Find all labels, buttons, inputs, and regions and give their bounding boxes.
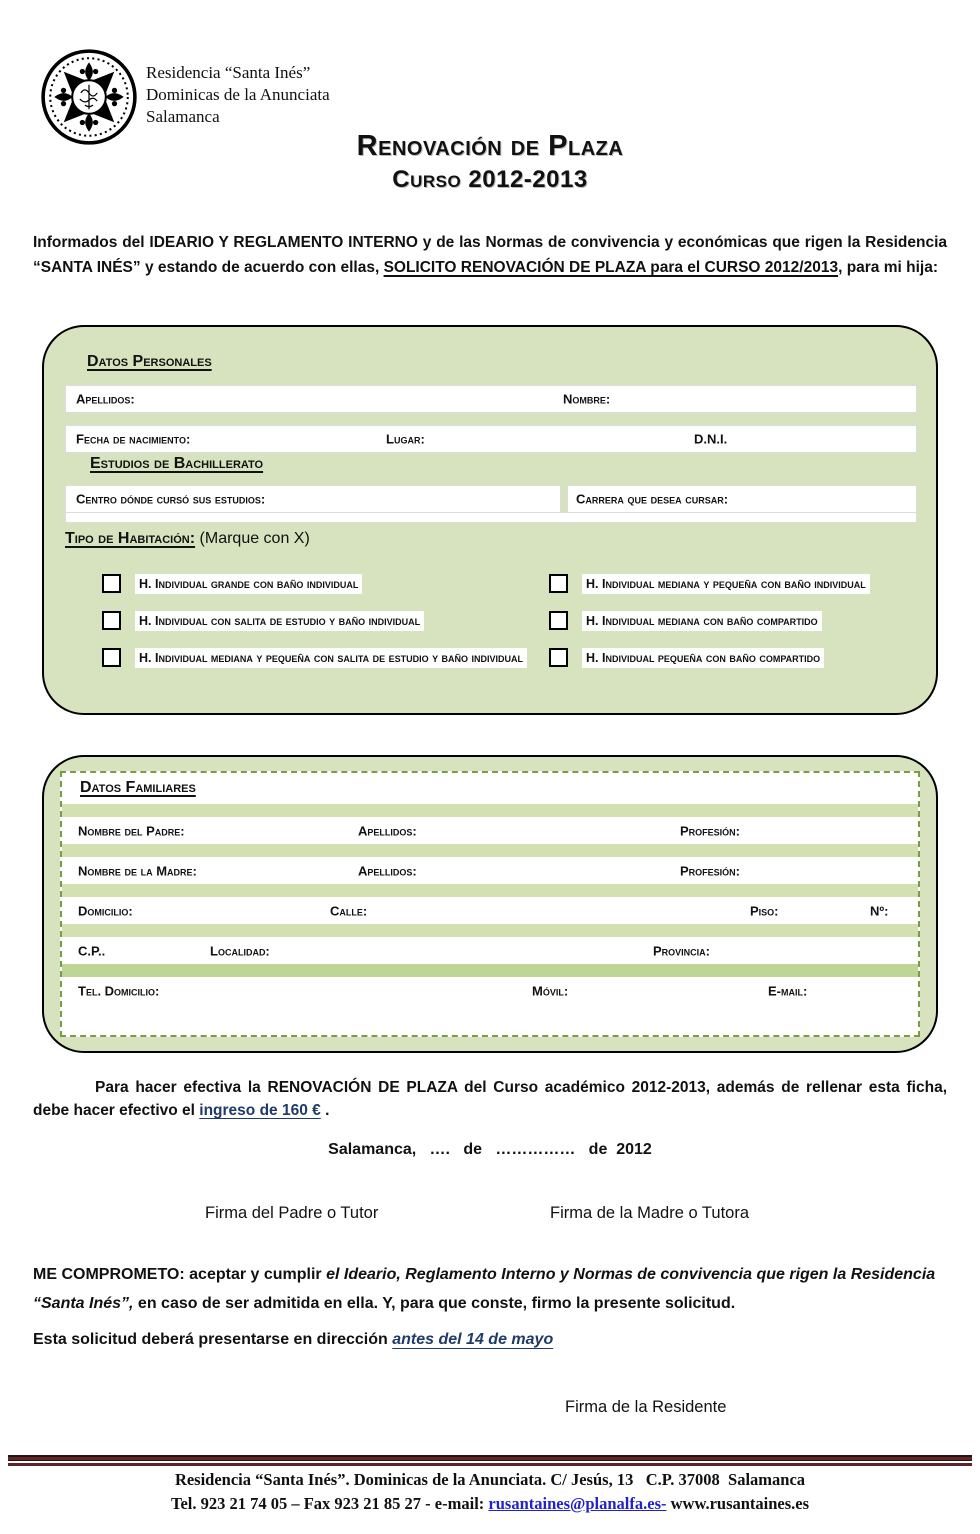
room-option-6-label: H. Individual pequeña con baño compartido xyxy=(582,648,824,668)
padre-apellidos-label: Apellidos: xyxy=(358,823,417,838)
commitment-italic: el Ideario, Reglamento Interno y Normas de convivencia que rigen la Residencia “Santa Inés”, xyxy=(33,1266,936,1312)
row-separator xyxy=(62,924,918,937)
piso-label: Piso: xyxy=(750,903,779,918)
org-congregation: Dominicas de la Anunciata xyxy=(146,85,330,104)
room-option-2-label: H. Individual con salita de estudio y baño individual xyxy=(135,611,424,631)
room-option-1-checkbox[interactable] xyxy=(102,574,121,593)
room-option-6-checkbox[interactable] xyxy=(549,648,568,667)
localidad-label: Localidad: xyxy=(210,943,270,958)
nombre-label: Nombre: xyxy=(563,391,611,407)
field-centro-carrera-writing-area[interactable] xyxy=(65,513,917,523)
field-row-padre[interactable] xyxy=(62,817,918,844)
room-option-3-checkbox[interactable] xyxy=(102,648,121,667)
fecha-nacimiento-label: Fecha de nacimiento: xyxy=(76,431,191,447)
field-centro-estudios[interactable] xyxy=(65,485,561,513)
deadline-paragraph xyxy=(33,1331,947,1349)
deadline-text: Esta solicitud deberá presentarse en dirección xyxy=(33,1331,393,1348)
room-option-4-label: H. Individual mediana y pequeña con baño individual xyxy=(582,574,870,594)
family-data-box xyxy=(42,755,938,1053)
commitment-paragraph xyxy=(33,1260,947,1318)
carrera-label: Carrera que desea cursar: xyxy=(576,491,729,507)
org-name: Residencia “Santa Inés” xyxy=(146,63,311,82)
room-type-heading: Tipo de Habitación: xyxy=(65,530,196,547)
personal-data-box xyxy=(42,325,938,715)
family-data-inner-panel xyxy=(60,771,920,1037)
row-separator xyxy=(62,884,918,897)
lugar-label: Lugar: xyxy=(386,431,425,447)
organization-block xyxy=(146,62,330,128)
room-option-5 xyxy=(549,611,822,631)
intro-text-2: , para mi hija: xyxy=(838,259,938,276)
commitment-text-1: ME COMPROMETO: aceptar y cumplir xyxy=(33,1266,327,1283)
cp-label: C.P.. xyxy=(78,943,106,958)
footer-rule-thin-line xyxy=(8,1463,972,1466)
intro-underlined-request: SOLICITO RENOVACIÓN DE PLAZA para el CURSO 2012/2013 xyxy=(383,259,839,276)
room-type-note: (Marque con X) xyxy=(199,530,310,547)
padre-nombre-label: Nombre del Padre: xyxy=(78,823,185,838)
intro-paragraph xyxy=(33,230,947,280)
field-carrera[interactable] xyxy=(567,485,917,513)
org-city: Salamanca xyxy=(146,107,220,126)
footer-contact-line xyxy=(0,1494,980,1514)
centro-estudios-label: Centro dónde cursó sus estudios: xyxy=(76,491,266,507)
payment-paragraph xyxy=(33,1076,947,1122)
personal-data-heading: Datos Personales xyxy=(87,353,212,370)
payment-amount-link[interactable]: ingreso de 160 € xyxy=(199,1102,321,1119)
room-option-2 xyxy=(102,611,424,631)
room-option-5-checkbox[interactable] xyxy=(549,611,568,630)
date-line: Salamanca, …. de …………… de 2012 xyxy=(328,1141,652,1158)
family-data-heading: Datos Familiares xyxy=(80,779,196,796)
apellidos-label: Apellidos: xyxy=(76,391,135,407)
provincia-label: Provincia: xyxy=(653,943,711,958)
signature-residente-label: Firma de la Residente xyxy=(565,1398,727,1416)
field-row-cp-localidad[interactable] xyxy=(62,937,918,964)
commitment-text-2: en caso de ser admitida en ella. Y, para que conste, firmo la presente solicitud. xyxy=(133,1295,736,1312)
room-option-3-label: H. Individual mediana y pequeña con salita de estudio y baño individual xyxy=(135,648,527,668)
page-subtitle-course: Curso 2012-2013 xyxy=(392,166,588,193)
room-option-5-label: H. Individual mediana con baño compartido xyxy=(582,611,822,631)
footer-email-link[interactable]: rusantaines@planalfa.es- xyxy=(488,1494,667,1513)
footer-rule xyxy=(8,1455,972,1466)
calle-label: Calle: xyxy=(330,903,368,918)
room-type-heading-row xyxy=(65,530,310,548)
row-separator xyxy=(62,964,918,977)
madre-nombre-label: Nombre de la Madre: xyxy=(78,863,197,878)
room-option-3 xyxy=(102,648,527,668)
field-apellidos-nombre[interactable] xyxy=(65,385,917,413)
room-option-4 xyxy=(549,574,870,594)
payment-text-2: . xyxy=(320,1102,330,1119)
row-separator xyxy=(62,844,918,857)
signature-madre-label: Firma de la Madre o Tutora xyxy=(550,1204,749,1222)
movil-label: Móvil: xyxy=(532,983,569,998)
room-option-6 xyxy=(549,648,824,668)
field-row-madre[interactable] xyxy=(62,857,918,884)
room-option-1-label: H. Individual grande con baño individual xyxy=(135,574,362,594)
field-nacimiento-lugar-dni[interactable] xyxy=(65,425,917,453)
footer-website: www.rusantaines.es xyxy=(666,1494,810,1513)
room-option-1 xyxy=(102,574,362,594)
field-row-domicilio[interactable] xyxy=(62,897,918,924)
dni-label: D.N.I. xyxy=(694,431,728,447)
room-option-4-checkbox[interactable] xyxy=(549,574,568,593)
field-row-contacto[interactable] xyxy=(62,977,918,1004)
row-separator xyxy=(62,804,918,817)
room-option-2-checkbox[interactable] xyxy=(102,611,121,630)
numero-label: Nº: xyxy=(870,903,889,918)
padre-profesion-label: Profesión: xyxy=(680,823,741,838)
madre-apellidos-label: Apellidos: xyxy=(358,863,417,878)
footer-phone-fax: Tel. 923 21 74 05 – Fax 923 21 85 27 - e-mail: xyxy=(170,1494,489,1513)
footer-address-line: Residencia “Santa Inés”. Dominicas de la Anunciata. C/ Jesús, 13 C.P. 37008 Salamanca xyxy=(174,1470,806,1489)
domicilio-label: Domicilio: xyxy=(78,903,133,918)
signature-padre-label: Firma del Padre o Tutor xyxy=(205,1204,379,1222)
estudios-heading: Estudios de Bachillerato xyxy=(90,455,264,472)
page-title: Renovación de Plaza xyxy=(356,130,624,162)
madre-profesion-label: Profesión: xyxy=(680,863,741,878)
deadline-date-link[interactable]: antes del 14 de mayo xyxy=(392,1331,554,1348)
payment-text-1: Para hacer efectiva la RENOVACIÓN DE PLAZA del Curso académico 2012-2013, además de rellenar esta ficha, debe hacer efectivo el xyxy=(33,1079,947,1119)
email-label: E-mail: xyxy=(768,983,808,998)
intro-text-1: Informados del IDEARIO Y REGLAMENTO INTERNO y de las Normas de convivencia y económicas que rigen la Residencia “SANTA INÉS” y estando de acuerdo con ellas, xyxy=(33,234,947,276)
tel-domicilio-label: Tel. Domicilio: xyxy=(78,983,160,998)
